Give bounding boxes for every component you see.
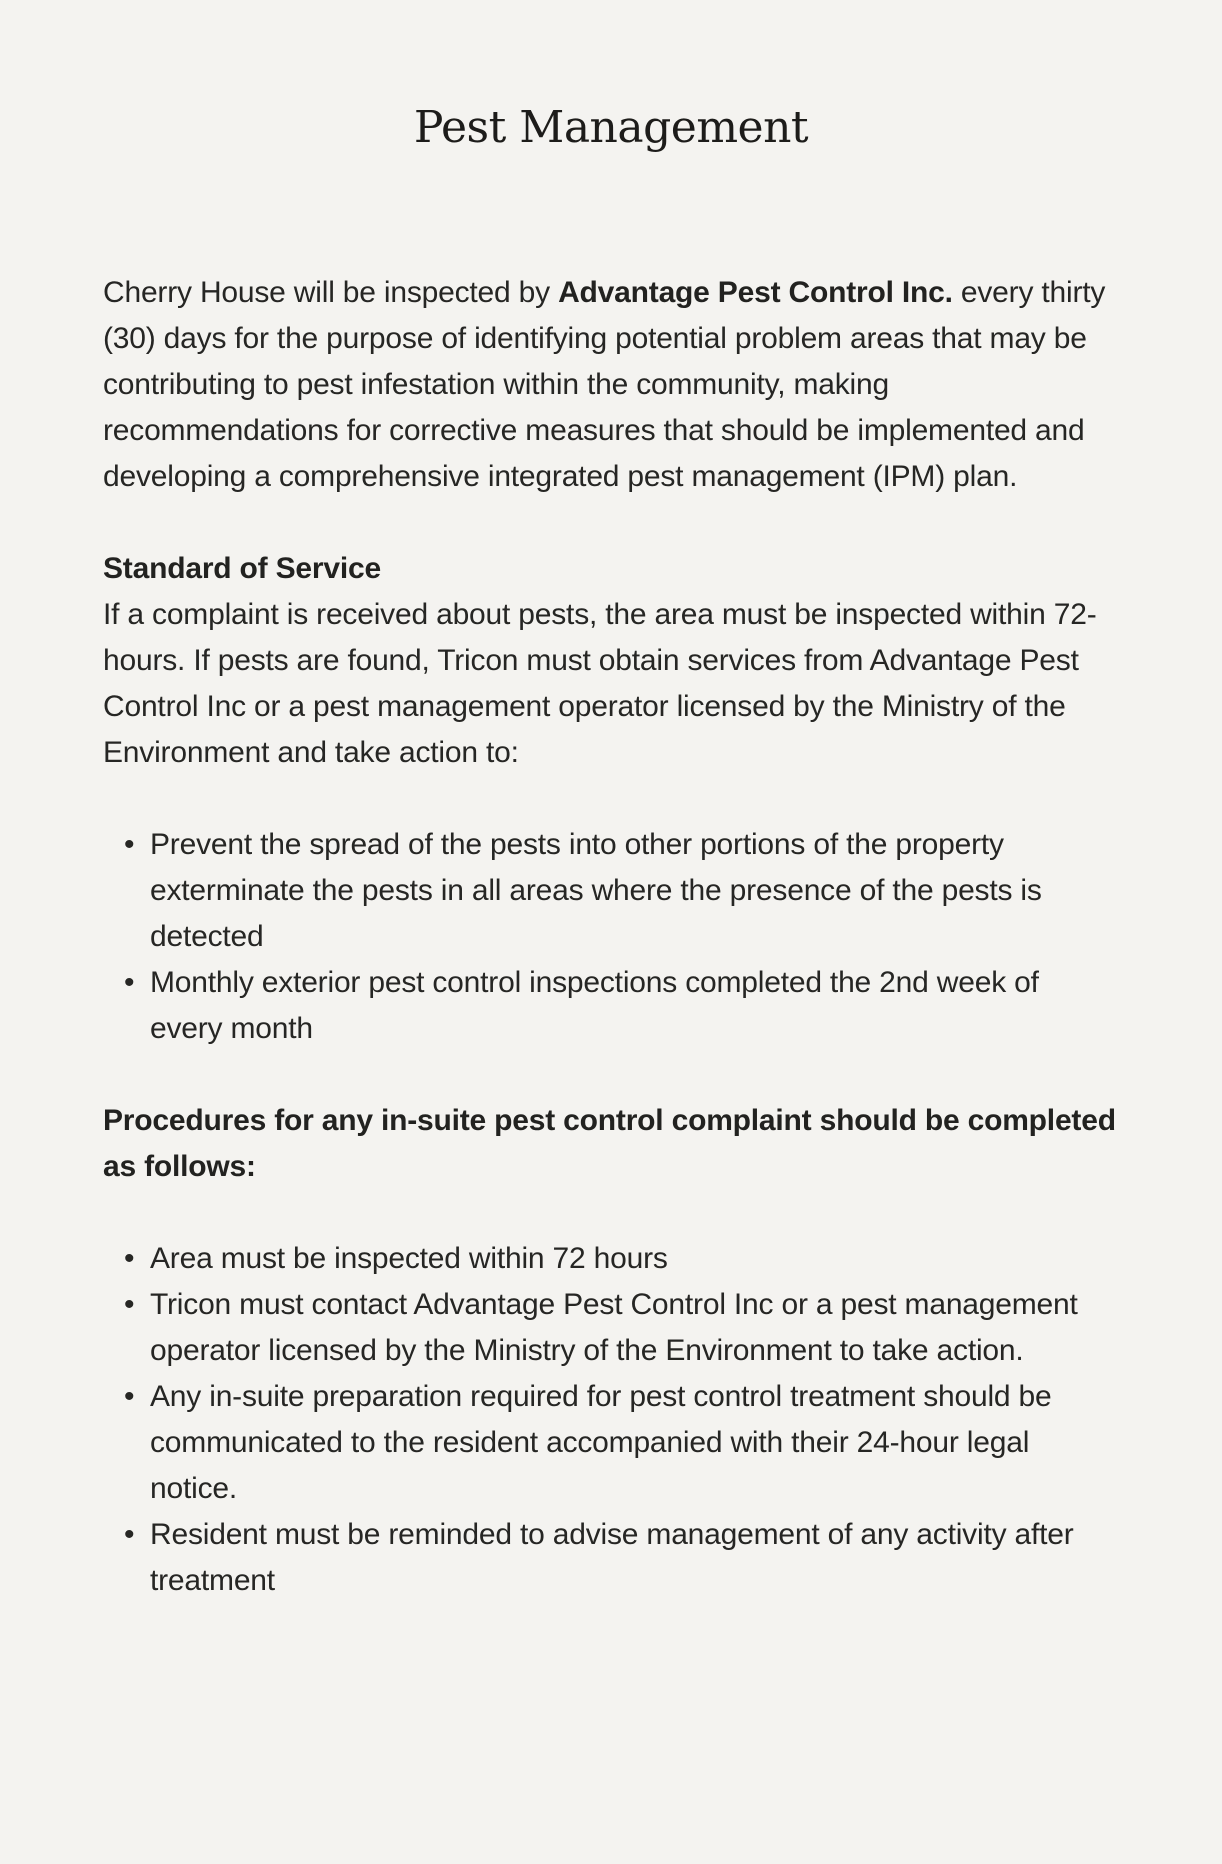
list-item: • Area must be inspected within 72 hours — [150, 1236, 1119, 1282]
vendor-name: Advantage Pest Control Inc. — [558, 276, 953, 309]
standard-of-service-body: If a complaint is received about pests, the area must be inspected within 72-hours. If pests are found, Tricon must obtain services from Advantage Pest Control Inc or a pest management operator licensed by the Ministry of the Environment and take action to: — [103, 598, 1097, 769]
standard-of-service-heading: Standard of Service — [103, 552, 381, 585]
page-title: Pest Management — [413, 102, 809, 153]
list-item: • Resident must be reminded to advise management of any activity after treatment — [150, 1512, 1119, 1604]
intro-paragraph — [103, 270, 1119, 500]
list-item: • Prevent the spread of the pests into other portions of the property exterminate the pests in all areas where the presence of the pests is detected — [150, 822, 1119, 960]
procedures-heading: Procedures for any in-suite pest control complaint should be completed as follows: — [103, 1104, 1116, 1183]
list-item: • Monthly exterior pest control inspections completed the 2nd week of every month — [150, 960, 1119, 1052]
list-item: • Any in-suite preparation required for pest control treatment should be communicated to the resident accompanied with their 24-hour legal notice. — [150, 1374, 1119, 1512]
list-item: • Tricon must contact Advantage Pest Control Inc or a pest management operator licensed by the Ministry of the Environment to take action. — [150, 1282, 1119, 1374]
intro-text-after: every thirty (30) days for the purpose of identifying potential problem areas that may be contributing to pest infestation within the community, making recommendations for corrective measures that should be implemented and developing a comprehensive integrated pest management (IPM) plan. — [103, 276, 1106, 493]
standard-of-service-bullet-list — [103, 822, 1119, 1052]
intro-text-before: Cherry House will be inspected by — [103, 276, 559, 309]
procedures-bullet-list — [103, 1236, 1119, 1604]
